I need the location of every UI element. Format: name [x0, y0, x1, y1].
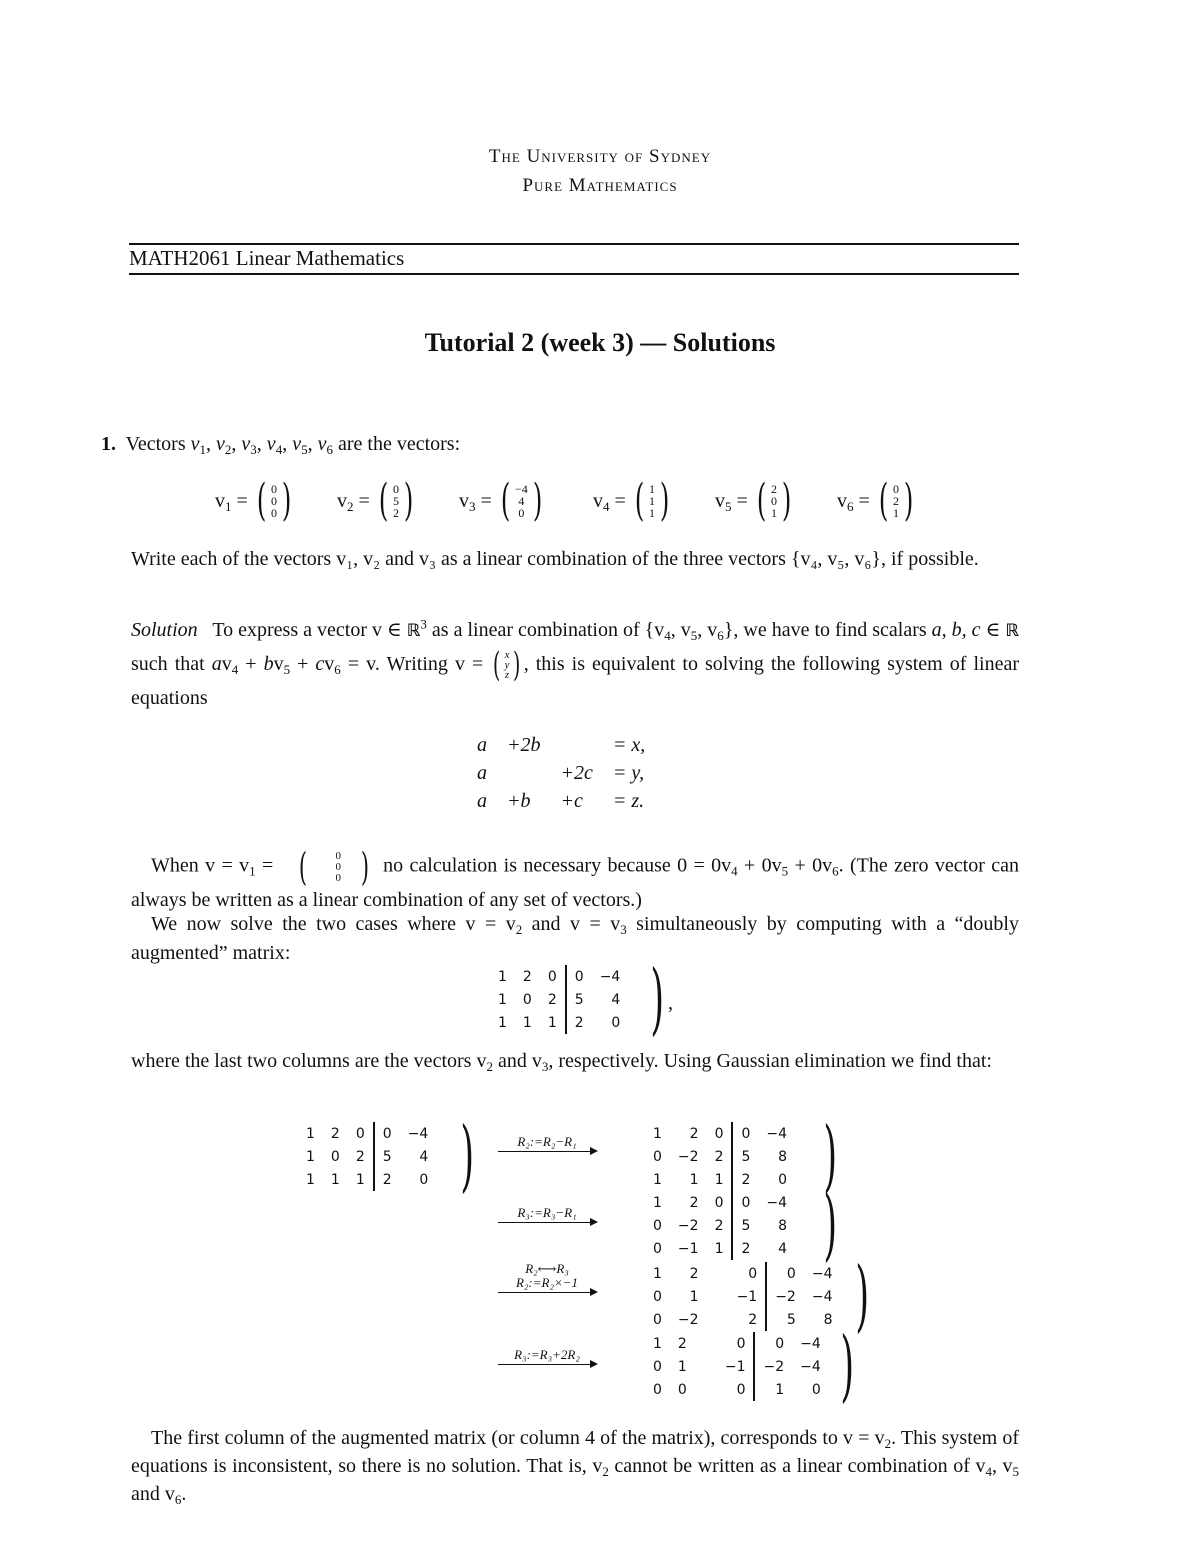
vector-v4: $v_4$ = ( 1 1 1 ): [593, 475, 670, 526]
gauss-step-4-paren: ): [840, 1321, 855, 1411]
row-op-arrow-3: R₂⟷R₃ R₂:=R₂×−1: [492, 1262, 602, 1293]
question-intro: 1. Vectors $v_1$, $v_2$, $v_3$, $v_4$, $v_5$, $v_6$ are the vectors:: [101, 433, 461, 457]
row-op-arrow-4: R₃:=R₃+2R₂: [492, 1348, 602, 1365]
vector-v2: $v_2$ = ( 0 5 2 ): [337, 475, 414, 526]
solution-paragraph: Solution To express a vector v ∈ ℝ$^3$ as a linear combination of {$v_4$, $v_5$, $v_6$}, we have to find scalars a, b, c ∈ ℝ such that $av_4 + bv_5 + cv_6 = v$. Writing v = ( x y z ) , this is equivalent to solving the following system of linear equations: [131, 616, 1019, 710]
linear-system: a +2b = x, a +2c = y, a +b +c = z.: [477, 733, 646, 812]
header-rule-bottom: [129, 273, 1019, 275]
conclusion-paragraph: The first column of the augmented matrix (or column 4 of the matrix), corresponds to $v = v_2$. This system of equations is inconsistent, so there is no solution. That is, $v_2$ cannot be written as a linear combination of $v_4$, $v_5$ and $v_6$.: [131, 1427, 1020, 1507]
vector-v5: $v_5$ = ( 2 0 1 ): [715, 475, 792, 526]
header-rule-top: [129, 243, 1019, 245]
gauss-step-1-paren: ): [823, 1111, 838, 1201]
gauss-step-2-matrix: 1 2 0 0 −4 0 −2 2 5 8 0 −1 1 2 4: [645, 1191, 795, 1260]
row-op-arrow-2: R₃:=R₃−R₁: [492, 1206, 602, 1223]
course-title: MATH2061 Linear Mathematics: [129, 246, 405, 270]
question-intro-text: are the vectors:: [337, 433, 461, 455]
solution-label: Solution: [131, 619, 198, 641]
gauss-step-1-matrix: 1 2 0 0 −4 0 −2 2 5 8 1 1 1 2 0: [645, 1122, 795, 1191]
row-op-arrow-1: R₂:=R₂−R₁: [492, 1135, 602, 1152]
page-title: Tutorial 2 (week 3) — Solutions: [424, 328, 776, 357]
vector-v3: $v_3$ = ( −4 4 0 ): [459, 475, 543, 526]
matrix-comma: ,: [668, 992, 673, 1014]
university-name: The University of Sydney: [488, 146, 712, 167]
gauss-start-paren: ): [460, 1111, 475, 1201]
vector-definitions: [0, 475, 1200, 526]
gauss-step-3-matrix: 1 2 0 0 −4 0 1 −1 −2 −4 0 −2 2 5 8: [645, 1262, 840, 1331]
doubly-augmented-matrix: 1 2 0 0 −4 1 0 2 5 4 1 1 1 2 0: [490, 965, 628, 1034]
doubly-augmented-intro: We now solve the two cases where $v = v_2$ and $v = v_3$ simultaneously by computing with a “doubly augmented” matrix:: [131, 913, 1019, 964]
zero-vector-paragraph: When $v = v_1$ = ( 0 0 0 ) no calculation is necessary because $0 = 0v_4 + 0v_5 + 0v_6$. (The zero vector can always be written as a linear combination of any set of vectors.): [131, 845, 1019, 911]
gauss-step-4-matrix: 1 2 0 0 −4 0 1 −1 −2 −4 0 0 0 1 0: [645, 1332, 829, 1401]
question-number: 1.: [101, 433, 116, 455]
school-name: Pure Mathematics: [522, 175, 678, 196]
vector-v1: $v_1$ = ( 0 0 0 ): [215, 475, 292, 526]
gauss-step-3-paren: ): [855, 1251, 870, 1341]
vector-v6: $v_6$ = ( 0 2 1 ): [837, 475, 914, 526]
gauss-step-2-paren: ): [823, 1180, 838, 1270]
task-text: Write each of the vectors v₁, v₂ and v₃ as a linear combination of the three vectors {v₄, v₅, v₆}, if possible.: [131, 548, 979, 570]
gaussian-intro: where the last two columns are the vectors $v_2$ and $v_3$, respectively. Using Gaussian elimination we find that:: [131, 1050, 992, 1074]
gauss-start-matrix: 1 2 0 0 −4 1 0 2 5 4 1 1 1 2 0: [298, 1122, 436, 1191]
matrix-right-paren: ): [650, 954, 665, 1044]
